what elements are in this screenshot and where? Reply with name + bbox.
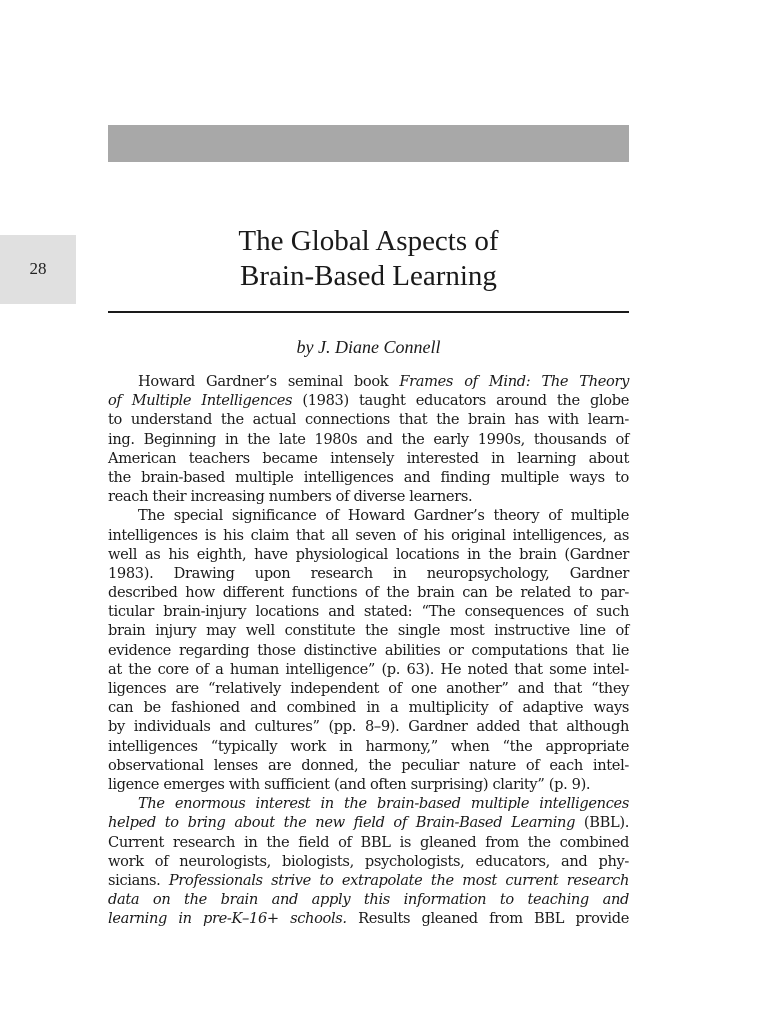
body-text-segment: to understand the actual connections that the brain has with learn- (108, 411, 629, 429)
body-line (108, 449, 629, 468)
body-line (108, 564, 629, 583)
body-line (108, 737, 629, 756)
header-bar (108, 125, 629, 162)
body-text-segment: sicians. (108, 871, 169, 889)
body-line (108, 621, 629, 640)
body-line (108, 372, 629, 391)
body-text-segment: ticular brain-injury locations and stated: “The consequences of such (108, 603, 629, 621)
body-line (108, 909, 629, 928)
chapter-title-line-1: The Global Aspects of (238, 225, 499, 257)
body-line (108, 487, 629, 506)
body-text-segment: American teachers became intensely interested in learning about (108, 449, 629, 467)
author-byline: by J. Diane Connell (296, 337, 441, 357)
body-text-segment: 1983). Drawing upon research in neuropsychology, Gardner (108, 564, 629, 582)
body-italic-text: Professionals strive to extrapolate the most current research (168, 871, 629, 889)
body-line (108, 641, 629, 660)
body-text-segment: ing. Beginning in the late 1980s and the early 1990s, thousands of (108, 430, 629, 448)
body-line (108, 660, 629, 679)
body-line (108, 468, 629, 487)
body-text-segment: The special significance of Howard Gardner’s theory of multiple (138, 507, 629, 525)
body-line (108, 813, 629, 832)
body-italic-text: helped to bring about the new field of Brain-Based Learning (108, 814, 576, 832)
body-line (108, 583, 629, 602)
body-line (108, 506, 629, 525)
body-text-segment: intelligences “typically work in harmony,” when “the appropriate (108, 737, 629, 755)
body-italic-text: of Multiple Intelligences (108, 392, 293, 410)
body-text-segment: Current research in the field of BBL is gleaned from the combined (108, 833, 629, 851)
body-text-segment: reach their increasing numbers of diverse learners. (108, 488, 473, 506)
body-line (108, 698, 629, 717)
body-italic-text: learning in pre-K–16+ schools. (108, 910, 347, 928)
body-text-segment: intelligences is his claim that all seven of his original intelligences, as (108, 526, 629, 544)
body-text-segment: observational lenses are donned, the peculiar nature of each intel- (108, 756, 629, 774)
page-number: 28 (29, 259, 47, 278)
body-text-segment: at the core of a human intelligence” (p. 63). He noted that some intel- (108, 660, 629, 678)
body-text-segment: Results gleaned from BBL provide (346, 910, 629, 928)
body-text (108, 372, 629, 928)
body-text-segment: evidence regarding those distinctive abilities or computations that lie (108, 641, 629, 659)
body-text-segment: ligence emerges with sufficient (and often surprising) clarity” (p. 9). (108, 775, 591, 793)
chapter-title-line-2: Brain-Based Learning (240, 260, 497, 292)
body-line (108, 794, 629, 813)
body-line (108, 410, 629, 429)
body-text-segment: the brain-based multiple intelligences and finding multiple ways to (108, 468, 629, 486)
body-italic-text: The enormous interest in the brain-based multiple intelligences (138, 795, 629, 813)
body-line (108, 679, 629, 698)
body-line (108, 602, 629, 621)
body-text-segment: well as his eighth, have physiological locations in the brain (Gardner (108, 545, 629, 563)
body-text-segment: can be fashioned and combined in a multiplicity of adaptive ways (108, 699, 629, 717)
body-line (108, 833, 629, 852)
page-number-tab (0, 235, 76, 304)
body-line (108, 391, 629, 410)
body-text-segment: by individuals and cultures” (pp. 8–9). Gardner added that although (108, 718, 629, 736)
body-line (108, 430, 629, 449)
body-text-segment: brain injury may well constitute the single most instructive line of (108, 622, 629, 640)
chapter-title (108, 224, 629, 294)
body-line (108, 545, 629, 564)
body-text-segment: (1983) taught educators around the globe (292, 392, 630, 410)
body-line (108, 775, 629, 794)
body-text-segment: Howard Gardner’s seminal book (138, 373, 400, 390)
body-text-segment: (BBL). (575, 814, 629, 832)
body-text-segment: ligences are “relatively independent of one another” and that “they (108, 680, 629, 697)
body-text-segment: work of neurologists, biologists, psychologists, educators, and phy- (108, 852, 629, 870)
body-italic-text: data on the brain and apply this information to teaching and (108, 891, 629, 909)
body-text-segment: described how different functions of the brain can be related to par- (108, 584, 629, 602)
body-line (108, 871, 629, 890)
body-line (108, 890, 629, 909)
body-line (108, 756, 629, 775)
body-line (108, 852, 629, 871)
body-line (108, 717, 629, 736)
body-italic-text: Frames of Mind: The Theory (399, 373, 629, 390)
title-divider (108, 311, 629, 313)
body-line (108, 526, 629, 545)
